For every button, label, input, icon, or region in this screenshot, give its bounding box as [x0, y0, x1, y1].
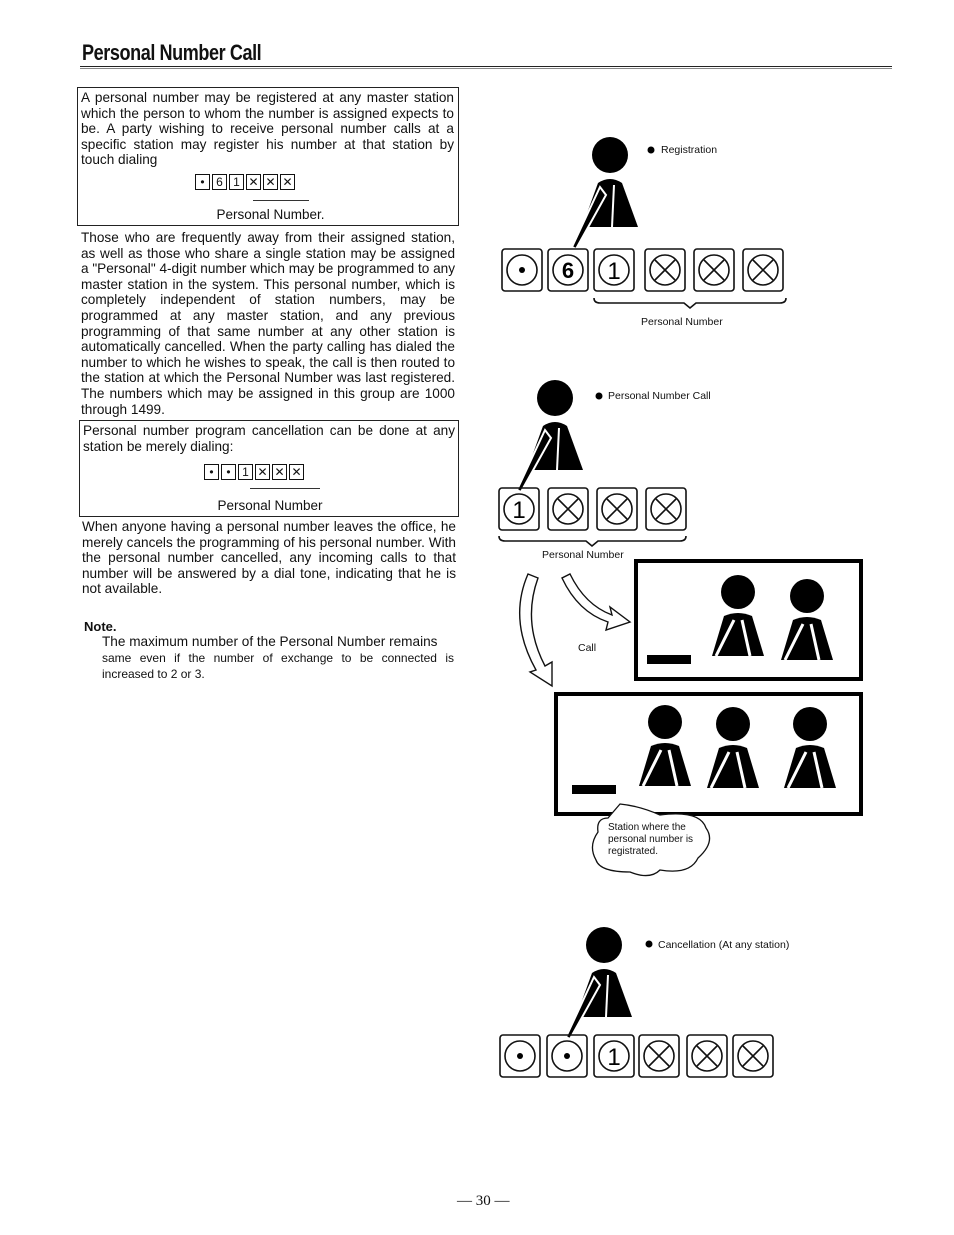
registration-label: Registration	[661, 144, 718, 156]
svg-text:1: 1	[607, 1044, 621, 1071]
svg-text:1: 1	[607, 258, 621, 285]
key: ✕	[280, 174, 295, 190]
key: 1	[238, 464, 253, 480]
call-number-caption: Personal Number	[542, 549, 624, 561]
key: •	[221, 464, 236, 480]
cancellation-label: Cancellation (At any station)	[658, 939, 790, 951]
bullet-icon	[596, 393, 603, 400]
call-label: Personal Number Call	[608, 390, 711, 402]
registration-number-caption: Personal Number	[641, 316, 723, 328]
description-paragraph: Those who are frequently away from their assigned station, as well as those who share a single station may be assigned a "Personal" 4-digit number which may be programmed to any master station in the system. This personal number, which is completely independent of station numbers, may be programmed at any master station, and any previous programming of that same number at any other station is automatically cancelled. When the party calling has dialed the number to which he wishes to speak, the call is then routed to the station at which the Personal Number was last registered. The numbers which may be assigned in this group are 1000 through 1499.	[81, 230, 455, 417]
call-figure	[517, 380, 603, 492]
cancellation-figure	[566, 927, 653, 1039]
registration-figure	[572, 137, 655, 249]
key: ✕	[246, 174, 261, 190]
bullet-icon	[648, 147, 655, 154]
note-line1: The maximum number of the Personal Number remains	[102, 634, 438, 649]
key: 6	[212, 174, 227, 190]
bullet-icon	[646, 941, 653, 948]
key: ✕	[263, 174, 278, 190]
key: ✕	[255, 464, 270, 480]
station-bubble-text: Station where the personal number is registrated.	[608, 822, 694, 857]
cancellation-text: Personal number program cancellation can be done at any station be merely dialing:	[83, 423, 455, 454]
page-number: — 30 —	[457, 1193, 510, 1209]
registration-caption: Personal Number.	[216, 207, 325, 222]
svg-text:6: 6	[561, 258, 575, 283]
key: 1	[229, 174, 244, 190]
cancellation-caption: Personal Number	[217, 498, 323, 513]
registration-keypad	[502, 249, 786, 308]
call-arrows	[520, 574, 630, 686]
registration-text: A personal number may be registered at any master station which the person to whom the number is assigned expects to be. A party wishing to receive personal number calls at a specific station may register his number at that station by touch dialing	[81, 90, 454, 168]
key: ✕	[289, 464, 304, 480]
key: ✕	[272, 464, 287, 480]
key: •	[195, 174, 210, 190]
call-keypad	[499, 488, 686, 546]
svg-text:1: 1	[512, 497, 526, 524]
cancellation-keypad	[500, 1035, 773, 1077]
cancellation-paragraph: When anyone having a personal number leaves the office, he merely cancels the programming of his personal number. With the personal number cancelled, any incoming calls to that number will be answered by a dial tone, indicating that he is not available.	[82, 519, 456, 597]
call-arrow-label: Call	[578, 642, 597, 654]
page-title: Personal Number Call	[82, 40, 262, 65]
office-scene-1	[636, 561, 861, 679]
key: •	[204, 464, 219, 480]
note-line2: same even if the number of exchange to be connected is increased to 2 or 3.	[102, 651, 454, 681]
office-scene-2	[556, 694, 861, 814]
note-heading: Note.	[84, 619, 117, 634]
